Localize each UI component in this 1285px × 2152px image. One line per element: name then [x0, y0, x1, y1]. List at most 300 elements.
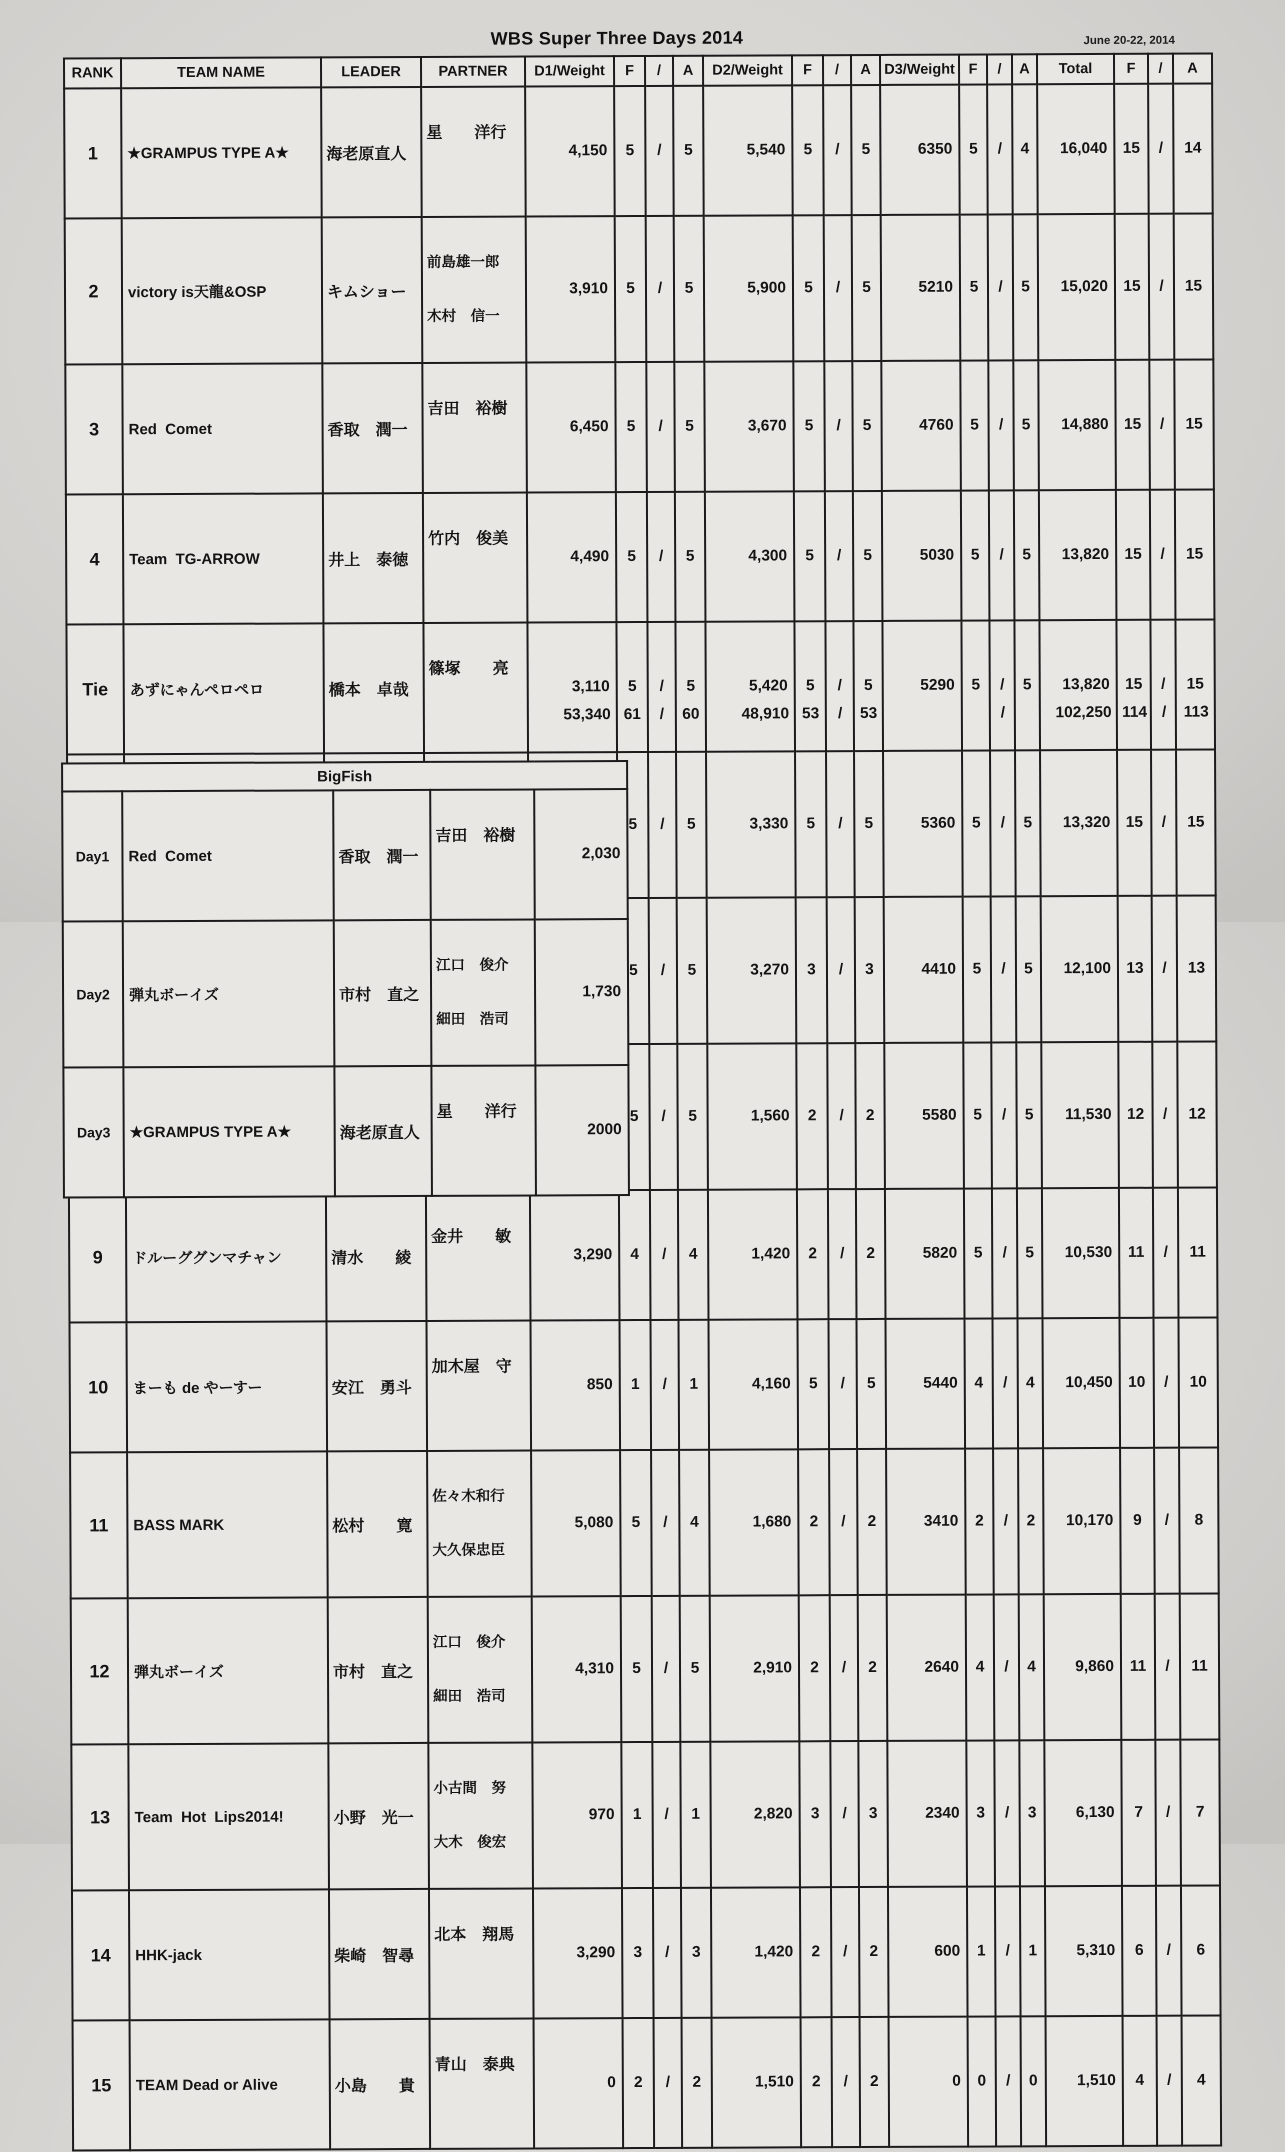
d2-f-cell: 5	[792, 85, 824, 215]
partner-name: 前島雄一郎	[427, 254, 525, 272]
d2-a-cell: 2	[855, 1043, 885, 1189]
d1-f-cell: 5	[614, 86, 646, 216]
d2-weight-cell: 3,670	[704, 361, 794, 491]
d3-a-cell: 5	[1015, 750, 1041, 896]
partner-name-2: 木村 信一	[427, 308, 525, 326]
d2-f-cell: 2	[797, 1189, 829, 1319]
slash-cell: /	[1153, 1188, 1179, 1318]
d2-f-cell: 5	[793, 215, 825, 361]
d1-f-cell: 1	[619, 1320, 651, 1450]
total-f-cell: 7	[1121, 1740, 1156, 1886]
col-header-slash: /	[1148, 54, 1173, 84]
leader-cell: 橋本 卓哉	[323, 623, 424, 753]
d2-weight-cell: 5,900	[704, 215, 794, 361]
slash-cell: /	[994, 1594, 1020, 1740]
slash-cell: /	[653, 1888, 682, 2018]
total-weight-cell: 12,100	[1041, 896, 1119, 1042]
slash-cell: /	[651, 1450, 680, 1596]
team-name-cell: Team TG-ARROW	[123, 493, 324, 624]
d2-a-cell: 5	[852, 361, 882, 491]
col-header-d1-weight: D1/Weight	[525, 56, 614, 86]
d3-a-cell: 5	[1013, 360, 1039, 490]
scanned-results-sheet	[0, 0, 1280, 925]
team-name-cell: victory is天龍&OSP	[122, 217, 323, 364]
slash-cell: /	[647, 622, 676, 752]
total-slash: /	[648, 701, 676, 736]
d1-a-cell: 5	[677, 1044, 708, 1190]
partner-name: 金井 敏	[431, 1227, 529, 1247]
d3-f-cell: 5	[961, 490, 990, 620]
total-f-cell: 12	[1118, 1042, 1153, 1188]
partner-name: 江口 俊介	[436, 956, 534, 974]
team-name-cell: HHK-jack	[129, 1889, 330, 2020]
d3-a-cell: 5	[1013, 214, 1039, 360]
slash-cell: /	[826, 751, 855, 897]
total-weight-cell: 15,020	[1038, 214, 1116, 360]
page-title: WBS Super Three Days 2014	[0, 25, 1234, 51]
col-header-leader: LEADER	[321, 57, 421, 87]
d2-a-cell: 5	[853, 621, 883, 751]
slash-cell: /	[992, 1188, 1018, 1318]
table-row	[71, 1593, 1220, 1744]
d1-f-cell: 5	[618, 1044, 650, 1190]
team-name-cell: ★GRAMPUS TYPE A★	[121, 87, 322, 218]
total-weight-cell: 10,170	[1043, 1448, 1121, 1594]
d1-f-cell: 3	[622, 1888, 654, 2018]
total-a-cell: 11	[1180, 1593, 1220, 1739]
table-row	[65, 214, 1214, 365]
slash-cell: /	[992, 1318, 1018, 1448]
rank-cell: 1	[64, 88, 122, 218]
d1-weight-cell: 970	[532, 1742, 622, 1888]
slash-cell: /	[827, 1043, 856, 1189]
total-d2-f: 53	[795, 700, 826, 735]
total-f-cell: 11	[1119, 1188, 1154, 1318]
d1-f-cell: 5	[618, 898, 650, 1044]
total-a-cell: 4	[1182, 2015, 1222, 2145]
rank-cell: 14	[72, 1890, 130, 2020]
total-a-cell: 6	[1181, 1885, 1221, 2015]
partner-name-2: 大久保忠臣	[432, 1541, 530, 1559]
total-weight-cell: 13,820	[1039, 620, 1117, 750]
d2-weight-cell: 3,330	[706, 751, 796, 897]
d1-a-cell: 4	[679, 1450, 710, 1596]
team-name-cell: ドルーググンマチャン	[126, 1191, 327, 1322]
rank-cell: 11	[70, 1452, 128, 1598]
col-header-f: F	[1114, 54, 1148, 84]
d2-f-cell: 2	[801, 2017, 833, 2147]
d1-a-cell: 5	[674, 216, 705, 362]
d2-weight-cell: 1,420	[711, 1887, 801, 2017]
d1-a-cell: 5	[674, 362, 705, 492]
slash-cell: /	[649, 1044, 678, 1190]
leader-cell: 柴崎 智尋	[329, 1889, 430, 2019]
d2-a-cell: 2	[859, 1887, 889, 2017]
team-name-cell: Team Hot Lips2014!	[128, 1743, 329, 1890]
day-label-cell: Day2	[63, 921, 124, 1067]
d1-a-cell: 1	[678, 1320, 709, 1450]
total-f-cell: 9	[1120, 1448, 1155, 1594]
leader-cell: 井上 泰徳	[323, 493, 424, 623]
d2-a-cell: 2	[860, 2017, 890, 2147]
d3-weight-cell: 5580	[884, 1043, 964, 1189]
day-label-cell: Day1	[62, 791, 123, 921]
slash-cell: /	[654, 2018, 683, 2148]
partner-name-2: 大木 俊宏	[434, 1833, 532, 1851]
slash-cell: /	[828, 1189, 857, 1319]
col-header-f: F	[959, 54, 987, 84]
partner-cell	[431, 919, 536, 1065]
d3-weight-cell: 4760	[881, 361, 961, 491]
partner-name: 佐々木和行	[432, 1487, 530, 1505]
total-d1-weight: 53,340	[528, 701, 617, 736]
d3-weight-cell: 2640	[887, 1595, 967, 1741]
slash-cell: /	[827, 897, 856, 1043]
total-slash: /	[990, 699, 1015, 734]
partner-cell	[426, 1320, 531, 1450]
table-row	[70, 1447, 1219, 1598]
total-weight-cell: 5,310	[1045, 1886, 1123, 2016]
d1-weight-cell: 3,290	[533, 1888, 623, 2018]
slash-cell: /	[652, 1596, 681, 1742]
bigfish-row	[62, 789, 628, 921]
total-f-cell: 10	[1119, 1318, 1154, 1448]
bigfish-weight-cell: 1,730	[535, 919, 629, 1065]
d1-a-cell: 5	[675, 492, 706, 622]
slash-cell: /	[1150, 620, 1176, 750]
leader-cell: 市村 直之	[328, 1597, 429, 1743]
team-name-cell: Red Comet	[122, 790, 334, 921]
slash-cell: /	[824, 215, 853, 361]
d2-f-cell: 2	[796, 1043, 828, 1189]
col-header-a: A	[851, 55, 880, 85]
bigfish-title: BigFish	[62, 761, 627, 791]
d1-a-cell: 5	[677, 898, 708, 1044]
slash-cell: /	[647, 492, 676, 622]
d1-f-cell: 5	[615, 216, 647, 362]
total-a-cell: 7	[1180, 1739, 1220, 1885]
total-weight-cell: 9,860	[1044, 1594, 1122, 1740]
slash-cell: /	[648, 752, 677, 898]
rank-cell: 10	[70, 1322, 128, 1452]
grand-total-weight: 102,250	[1040, 699, 1117, 734]
d1-f-cell: 5	[616, 622, 648, 752]
d3-weight-cell: 0	[889, 2017, 969, 2147]
slash-cell: /	[831, 1887, 860, 2017]
partner-name: 青山 泰典	[435, 2055, 533, 2075]
d2-weight-cell: 4,160	[708, 1319, 798, 1449]
d3-weight-cell: 5820	[885, 1189, 965, 1319]
slash-cell: /	[825, 491, 854, 621]
d2-f-cell: 2	[798, 1449, 830, 1595]
bigfish-row	[63, 919, 629, 1067]
d3-weight-cell: 2340	[887, 1741, 967, 1887]
d3-weight-cell: 3410	[886, 1449, 966, 1595]
d2-a-cell: 3	[855, 897, 885, 1043]
total-d1-a: 60	[676, 701, 706, 736]
d1-a-cell: 1	[680, 1742, 711, 1888]
d2-a-cell: 5	[851, 85, 881, 215]
d1-f-cell: 5	[616, 492, 648, 622]
d3-a-cell: 3	[1019, 1740, 1045, 1886]
slash-cell: /	[824, 361, 853, 491]
total-f-cell: 6	[1122, 1886, 1157, 2016]
d2-weight-cell: 4,300	[705, 491, 795, 621]
partner-name: 篠塚 亮	[429, 660, 527, 680]
slash-cell: /	[652, 1742, 681, 1888]
d3-a-cell: 5	[1017, 1188, 1043, 1318]
team-name-cell: ★GRAMPUS TYPE A★	[123, 1066, 335, 1197]
d3-weight-cell: 5290	[882, 621, 962, 751]
slash-cell: /	[990, 750, 1016, 896]
d2-weight-cell: 3,270	[707, 897, 797, 1043]
partner-name: 北本 翔馬	[434, 1925, 532, 1945]
leader-cell: 市村 直之	[334, 920, 432, 1066]
d3-f-cell: 0	[968, 2016, 997, 2146]
col-header-d3-weight: D3/Weight	[880, 55, 959, 85]
partner-name: 吉田 裕樹	[427, 400, 525, 420]
leader-cell: 海老原直人	[334, 1066, 432, 1196]
d3-a-cell: 0	[1021, 2016, 1047, 2146]
d2-weight-cell: 5,420	[705, 621, 795, 751]
d1-weight-cell: 6,450	[526, 362, 616, 492]
d1-a-cell: 5	[676, 752, 707, 898]
total-weight-cell: 1,510	[1046, 2016, 1124, 2146]
total-a-cell: 15	[1176, 749, 1216, 895]
rank-cell: Tie	[66, 624, 124, 754]
partner-name: 竹内 俊美	[428, 530, 526, 550]
total-d1-f: 61	[617, 701, 648, 736]
slash-cell: /	[825, 621, 854, 751]
d1-f-cell: 2	[623, 2018, 655, 2148]
d3-a-cell: 5	[1016, 896, 1042, 1042]
slash-cell: /	[987, 84, 1013, 214]
d3-weight-cell: 5210	[881, 215, 961, 361]
d2-f-cell: 5	[793, 361, 825, 491]
total-f-cell: 15	[1116, 490, 1151, 620]
d1-weight-cell: 4,490	[527, 492, 617, 622]
col-header-team-name: TEAM NAME	[121, 57, 321, 88]
d3-a-cell: 5	[1014, 490, 1040, 620]
leader-cell: 小野 光一	[328, 1743, 429, 1889]
total-a-cell: 13	[1177, 895, 1217, 1041]
d2-weight-cell: 1,680	[709, 1449, 799, 1595]
total-weight-cell: 14,880	[1038, 360, 1116, 490]
total-weight-cell: 13,820	[1039, 490, 1117, 620]
d3-f-cell: 5	[962, 750, 991, 896]
total-a-cell: 8	[1179, 1447, 1219, 1593]
total-a-cell: 11	[1178, 1187, 1218, 1317]
slash-cell: /	[996, 2016, 1022, 2146]
leader-cell: 安江 勇斗	[327, 1321, 428, 1451]
total-f-cell: 15	[1114, 84, 1149, 214]
d2-f-cell: 2	[799, 1595, 831, 1741]
total-f-cell: 15	[1116, 620, 1151, 750]
bigfish-weight-cell: 2000	[535, 1065, 629, 1195]
col-header-a: A	[1012, 54, 1037, 84]
total-slash: /	[1152, 699, 1177, 734]
d3-weight-cell: 6350	[880, 85, 960, 215]
d3-f-cell: 3	[966, 1740, 995, 1886]
total-d2-weight: 48,910	[706, 700, 795, 735]
slash-cell: /	[830, 1741, 859, 1887]
table-row	[66, 490, 1215, 625]
slash-cell: /	[988, 360, 1014, 490]
d2-weight-cell: 5,540	[703, 85, 793, 215]
table-row	[70, 1317, 1219, 1452]
total-a-cell: 10	[1178, 1317, 1218, 1447]
partner-cell	[430, 789, 535, 919]
slash-cell: /	[1156, 1886, 1182, 2016]
d1-f-cell: 5	[617, 752, 649, 898]
d1-f-cell: 5	[621, 1596, 653, 1742]
total-weight-cell: 6,130	[1044, 1740, 1122, 1886]
d2-a-cell: 2	[856, 1189, 886, 1319]
rank-cell: 15	[73, 2020, 131, 2150]
d1-weight-cell: 3,910	[526, 216, 616, 362]
team-name-cell: TEAM Dead or Alive	[130, 2019, 331, 2150]
d2-a-cell: 2	[858, 1595, 888, 1741]
slash-cell: /	[646, 362, 675, 492]
grand-total-a: 113	[1177, 698, 1216, 733]
slash-cell: /	[989, 620, 1015, 750]
team-name-cell: 弾丸ボーイズ	[128, 1597, 329, 1744]
d2-f-cell: 5	[795, 751, 827, 897]
total-weight-cell: 10,530	[1042, 1188, 1120, 1318]
bigfish-header-row	[62, 761, 627, 791]
partner-cell	[423, 492, 528, 622]
partner-cell	[422, 217, 527, 363]
col-header-f: F	[792, 55, 823, 85]
col-header-slash: /	[823, 55, 851, 85]
slash-cell: /	[1151, 750, 1177, 896]
total-a-cell: 14	[1173, 84, 1213, 214]
table-row	[64, 84, 1213, 219]
d2-f-cell: 3	[796, 897, 828, 1043]
rank-cell: 9	[69, 1192, 127, 1322]
d2-a-cell: 5	[852, 215, 882, 361]
slash-cell: /	[650, 1190, 679, 1320]
d1-weight-cell: 3,290	[530, 1190, 620, 1320]
total-f-cell: 15	[1115, 214, 1150, 360]
partner-cell	[431, 1065, 536, 1195]
partner-name: 星 洋行	[426, 124, 524, 144]
d3-f-cell: 5	[961, 620, 990, 750]
d3-f-cell: 5	[963, 1042, 992, 1188]
partner-cell	[426, 1190, 531, 1320]
d1-weight-cell: 5,080	[531, 1450, 621, 1596]
total-weight-cell: 10,450	[1042, 1318, 1120, 1448]
rank-cell: 3	[65, 364, 123, 494]
slash-cell: /	[995, 1886, 1021, 2016]
d2-a-cell: 5	[856, 1319, 886, 1449]
col-header-partner: PARTNER	[421, 57, 525, 87]
total-d2-a: 53	[854, 700, 883, 735]
total-weight-cell: 16,040	[1037, 84, 1115, 214]
d3-a-cell: 4	[1012, 84, 1038, 214]
slash-cell: /	[1149, 214, 1175, 360]
d2-weight-cell: 1,420	[708, 1189, 798, 1319]
d3-a-cell: 5	[1014, 620, 1040, 750]
d3-a-cell: 1	[1020, 1886, 1046, 2016]
d3-f-cell: 5	[960, 360, 989, 490]
header-row	[64, 54, 1212, 89]
total-weight-cell: 13,320	[1040, 750, 1118, 896]
slash-cell: /	[1152, 896, 1178, 1042]
d3-f-cell: 5	[959, 84, 988, 214]
d2-f-cell: 5	[797, 1319, 829, 1449]
d1-f-cell: 4	[619, 1190, 651, 1320]
d2-weight-cell: 2,910	[710, 1595, 800, 1741]
slash-cell: /	[1149, 360, 1175, 490]
slash-cell: /	[994, 1740, 1020, 1886]
leader-cell: 小島 貴	[330, 2019, 431, 2149]
col-header-a: A	[673, 56, 703, 86]
d3-f-cell: 5	[960, 214, 989, 360]
slash-cell: /	[823, 85, 852, 215]
d2-a-cell: 3	[858, 1741, 888, 1887]
col-header-d2-weight: D2/Weight	[703, 55, 792, 85]
partner-cell	[427, 1450, 532, 1596]
slash-cell: /	[1148, 84, 1174, 214]
partner-name: 星 洋行	[437, 1102, 535, 1122]
d1-weight-cell: 4,150	[525, 86, 615, 216]
day-label-cell: Day3	[63, 1067, 124, 1197]
d2-f-cell: 2	[800, 1887, 832, 2017]
total-slash: /	[826, 700, 854, 735]
slash-cell: /	[1155, 1594, 1181, 1740]
d3-f-cell: 4	[964, 1318, 993, 1448]
partner-cell	[429, 1888, 534, 2018]
slash-cell: /	[646, 216, 675, 362]
slash-cell: /	[991, 1042, 1017, 1188]
d2-f-cell: 5	[794, 491, 826, 621]
leader-cell: 松村 寛	[327, 1451, 428, 1597]
slash-cell: /	[1157, 2016, 1183, 2146]
slash-cell: /	[830, 1595, 859, 1741]
d3-a-cell: 2	[1018, 1448, 1044, 1594]
slash-cell: /	[645, 86, 674, 216]
slash-cell: /	[832, 2017, 861, 2147]
total-f-cell: 4	[1123, 2016, 1158, 2146]
d1-f-cell: 1	[621, 1742, 653, 1888]
slash-cell: /	[1155, 1740, 1181, 1886]
d3-weight-cell: 4410	[884, 897, 964, 1043]
partner-cell	[428, 1742, 533, 1888]
rank-cell: 13	[71, 1744, 129, 1890]
slash-cell: /	[1150, 490, 1176, 620]
col-header-a: A	[1173, 54, 1212, 84]
partner-cell	[422, 362, 527, 492]
d3-weight-cell: 5030	[882, 491, 962, 621]
partner-cell	[421, 87, 526, 217]
d3-weight-cell: 600	[888, 1887, 968, 2017]
total-a-cell: 12	[1177, 1041, 1217, 1187]
d3-weight-cell: 5440	[885, 1319, 965, 1449]
d3-a-cell: 4	[1017, 1318, 1043, 1448]
d2-weight-cell: 1,510	[712, 2017, 802, 2147]
partner-name-2: 細田 浩司	[433, 1687, 531, 1705]
d1-weight-cell: 0	[534, 2018, 624, 2148]
event-date: June 20-22, 2014	[1083, 35, 1174, 47]
partner-name: 小古間 努	[434, 1779, 532, 1797]
team-name-cell: あずにゃんペロペロ	[123, 623, 324, 754]
total-f-cell: 15	[1117, 750, 1152, 896]
d1-a-cell: 5	[680, 1596, 711, 1742]
total-f-cell: 13	[1118, 896, 1153, 1042]
rank-cell: 12	[71, 1598, 129, 1744]
slash-cell: /	[988, 214, 1014, 360]
